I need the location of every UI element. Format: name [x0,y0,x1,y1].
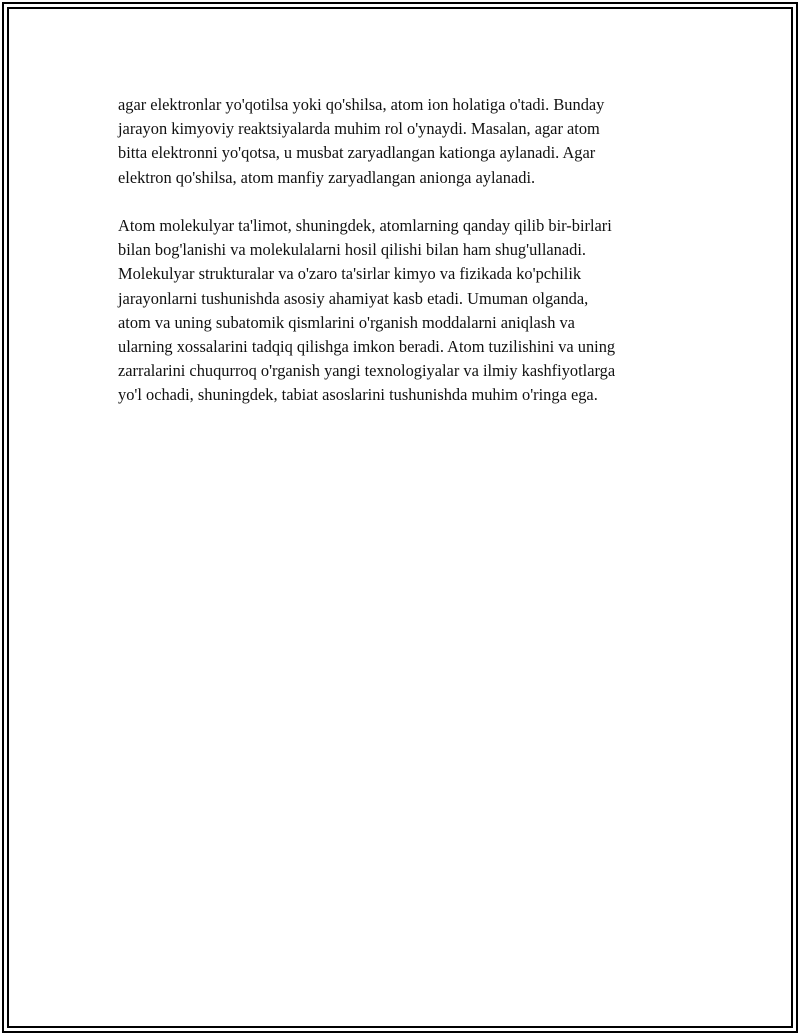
text-line: elektron qo'shilsa, atom manfiy zaryadlangan anionga aylanadi. [118,167,536,187]
text-line: bitta elektronni yo'qotsa, u musbat zaryadlangan kationga aylanadi. Agar [118,143,596,163]
text-line: zarralarini chuqurroq o'rganish yangi texnologiyalar va ilmiy kashfiyotlarga [118,361,616,381]
document-body [118,93,688,408]
text-line: atom va uning subatomik qismlarini o'rganish moddalarni aniqlash va [118,312,575,332]
paragraph-molecular-theory [118,214,688,408]
text-line: jarayon kimyoviy reaktsiyalarda muhim rol o'ynaydi. Masalan, agar atom [118,119,600,139]
text-line: Molekulyar strukturalar va o'zaro ta'sirlar kimyo va fizikada ko'pchilik [118,264,582,284]
text-line: Atom molekulyar ta'limot, shuningdek, atomlarning qanday qilib bir-birlari [118,216,612,235]
paragraph-ion-formation [118,93,688,190]
text-line: ularning xossalarini tadqiq qilishga imkon beradi. Atom tuzilishini va uning [118,337,616,357]
text-line: jarayonlarni tushunishda asosiy ahamiyat kasb etadi. Umuman olganda, [118,288,589,308]
text-line: bilan bog'lanishi va molekulalarni hosil qilishi bilan ham shug'ullanadi. [118,240,586,260]
text-line: agar elektronlar yo'qotilsa yoki qo'shilsa, atom ion holatiga o'tadi. Bunday [118,95,605,114]
text-line: yo'l ochadi, shuningdek, tabiat asoslarini tushunishda muhim o'ringa ega. [118,385,598,405]
